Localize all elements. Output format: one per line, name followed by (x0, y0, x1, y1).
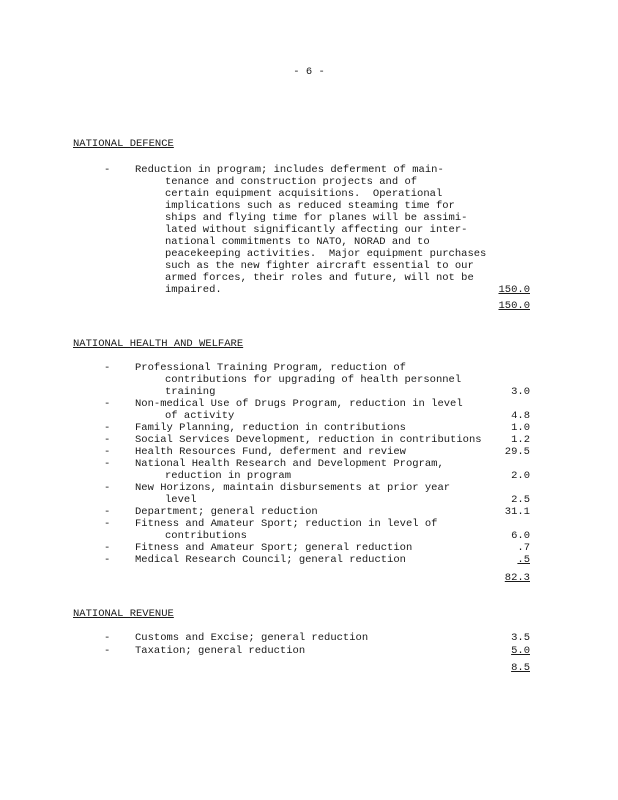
health-item-line: Fitness and Amateur Sport; general reduction (135, 542, 413, 554)
bullet-dash: - (104, 398, 111, 410)
health-item-amount: 3.0 (511, 386, 530, 398)
defence-line: Reduction in program; includes deferment of main- (135, 164, 444, 176)
health-item-line: contributions for upgrading of health personnel (165, 374, 462, 386)
health-item-line: reduction in program (165, 470, 292, 482)
bullet-dash: - (104, 645, 111, 657)
health-item-amount: 2.5 (511, 494, 530, 506)
health-item-line: National Health Research and Development Program, (135, 458, 444, 470)
page-number: - 6 - (293, 66, 325, 78)
health-item-line: Non-medical Use of Drugs Program, reduction in level (135, 398, 463, 410)
defence-line: armed forces, their roles and future, will not be (165, 272, 474, 284)
health-item-amount: 1.0 (511, 422, 530, 434)
health-item-amount: .5 (517, 554, 530, 566)
health-item-amount: 4.8 (511, 410, 530, 422)
health-item-line: Fitness and Amateur Sport; reduction in level of (135, 518, 438, 530)
health-item-line: Medical Research Council; general reduction (135, 554, 406, 566)
defence-line: lated without significantly affecting our inter- (165, 224, 468, 236)
bullet-dash: - (104, 458, 111, 470)
health-item-amount: 1.2 (511, 434, 530, 446)
health-total: 82.3 (504, 572, 530, 584)
bullet-dash: - (104, 422, 111, 434)
defence-line: such as the new fighter aircraft essential to our (165, 260, 474, 272)
health-item-line: Family Planning, reduction in contributions (135, 422, 406, 434)
defence-line: national commitments to NATO, NORAD and to (165, 236, 430, 248)
defence-line: impaired. (165, 284, 222, 296)
bullet-dash: - (104, 446, 111, 458)
defence-line: implications such as reduced steaming time for (165, 200, 455, 212)
bullet-dash: - (104, 632, 111, 644)
revenue-total: 8.5 (511, 662, 530, 674)
bullet-dash: - (104, 164, 111, 176)
defence-line: peacekeeping activities. Major equipment purchases (165, 248, 487, 260)
revenue-item-line: Customs and Excise; general reduction (135, 632, 369, 644)
bullet-dash: - (104, 506, 111, 518)
bullet-dash: - (104, 482, 111, 494)
section-heading-revenue: NATIONAL REVENUE (73, 608, 174, 620)
health-item-amount: 6.0 (511, 530, 530, 542)
revenue-item-amount: 5.0 (511, 645, 530, 657)
defence-total: 150.0 (498, 300, 530, 312)
bullet-dash: - (104, 554, 111, 566)
health-item-line: level (165, 494, 197, 506)
health-item-line: contributions (165, 530, 247, 542)
section-heading-health: NATIONAL HEALTH AND WELFARE (73, 338, 244, 350)
bullet-dash: - (104, 362, 111, 374)
defence-line: certain equipment acquisitions. Operational (165, 188, 443, 200)
health-item-line: New Horizons, maintain disbursements at prior year (135, 482, 451, 494)
defence-amount: 150.0 (498, 284, 530, 296)
revenue-item-amount: 3.5 (511, 632, 530, 644)
health-item-amount: 29.5 (504, 446, 530, 458)
health-item-amount: 31.1 (504, 506, 530, 518)
health-item-line: Department; general reduction (135, 506, 318, 518)
health-item-line: training (165, 386, 216, 398)
section-heading-defence: NATIONAL DEFENCE (73, 138, 174, 150)
health-item-amount: 2.0 (511, 470, 530, 482)
health-item-amount: .7 (517, 542, 530, 554)
bullet-dash: - (104, 434, 111, 446)
health-item-line: Professional Training Program, reduction of (135, 362, 406, 374)
bullet-dash: - (104, 542, 111, 554)
defence-line: ships and flying time for planes will be assimi- (165, 212, 468, 224)
health-item-line: Social Services Development, reduction in contributions (135, 434, 482, 446)
defence-line: tenance and construction projects and of (165, 176, 418, 188)
bullet-dash: - (104, 518, 111, 530)
revenue-item-line: Taxation; general reduction (135, 645, 306, 657)
health-item-line: of activity (165, 410, 235, 422)
health-item-line: Health Resources Fund, deferment and review (135, 446, 406, 458)
